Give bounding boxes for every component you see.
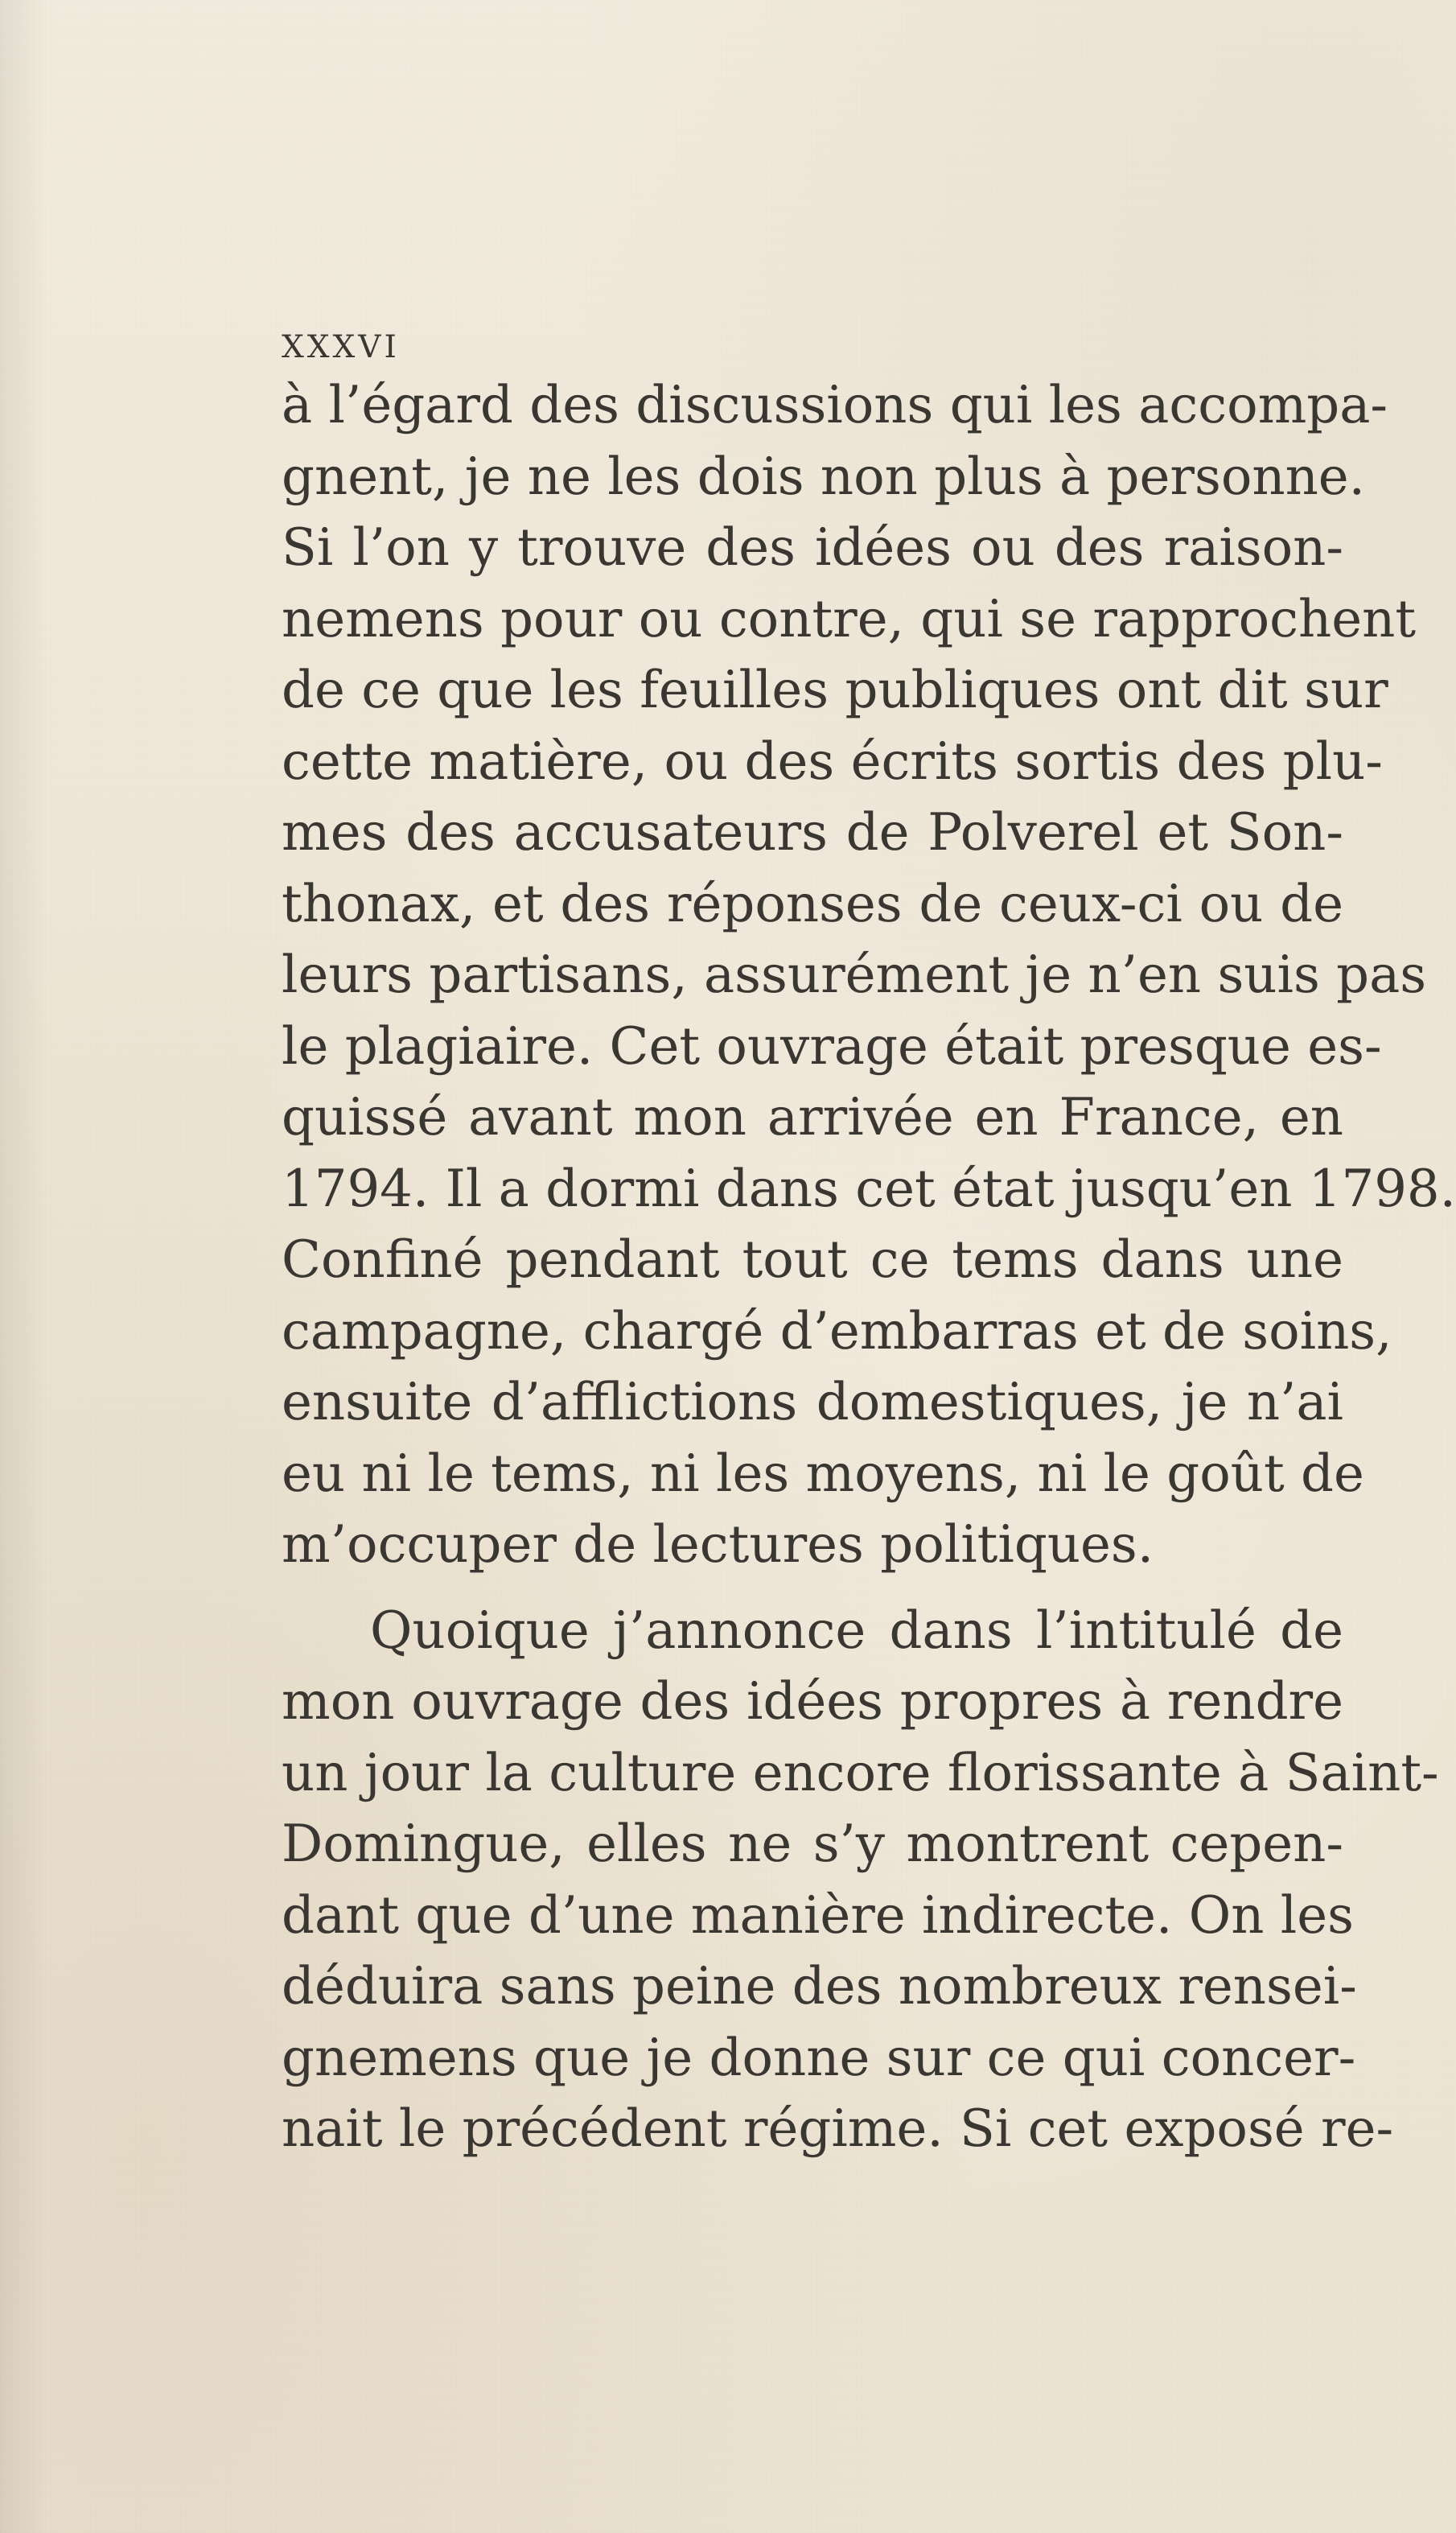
paragraph-2-line: déduira sans peine des nombreux rensei-	[282, 1957, 1357, 2016]
paragraph-1-line: de ce que les feuilles publiques ont dit sur	[282, 661, 1388, 720]
paragraph-1-line: Confiné pendant tout ce tems dans une	[282, 1230, 1343, 1290]
paragraph-spacer	[282, 1581, 1343, 1596]
paragraph-1-line: thonax, et des réponses de ceux-ci ou de	[282, 874, 1343, 934]
paragraph-2	[282, 1596, 1439, 2165]
paragraph-2-line: mon ouvrage des idées propres à rendre	[282, 1672, 1343, 1732]
paragraph-1-line: 1794. Il a dormi dans cet état jusqu’en 1798.	[282, 1159, 1456, 1219]
paragraph-1-line: cette matière, ou des écrits sortis des plu-	[282, 731, 1383, 792]
paragraph-2-line: dant que d’une manière indirecte. On les	[282, 1885, 1354, 1946]
gutter-shadow	[0, 0, 48, 2533]
paragraph-1-line: quissé avant mon arrivée en France, en	[282, 1088, 1343, 1147]
paragraph-1-line: Si l’on y trouve des idées ou des raison-	[282, 518, 1343, 578]
paragraph-2-line: nait le précédent régime. Si cet exposé re-	[282, 2099, 1394, 2159]
paragraph-1-line: ensuite d’afflictions domestiques, je n’ai	[282, 1373, 1343, 1432]
paragraph-1-line: nemens pour ou contre, qui se rapprochent	[282, 589, 1417, 649]
paragraph-1-line: mes des accusateurs de Polverel et Son-	[282, 803, 1343, 863]
paragraph-1-line: gnent, je ne les dois non plus à personne.	[282, 447, 1365, 507]
page-text	[282, 306, 1456, 2165]
paragraph-1-line: à l’égard des discussions qui les accompa-	[282, 376, 1388, 435]
paragraph-2-line: Quoique j’annonce dans l’intitulé de	[370, 1600, 1343, 1661]
page-number: xxxvi	[282, 316, 400, 369]
paragraph-2-line: Domingue, elles ne s’y montrent cepen-	[282, 1814, 1343, 1874]
paragraph-1	[282, 370, 1456, 1581]
paragraph-1-line: campagne, chargé d’embarras et de soins,	[282, 1301, 1392, 1361]
paragraph-1-line: eu ni le tems, ni les moyens, ni le goût de	[282, 1444, 1364, 1504]
paragraph-1-line: m’occuper de lectures politiques.	[282, 1515, 1154, 1575]
paragraph-1-line: le plagiaire. Cet ouvrage était presque es-	[282, 1016, 1382, 1077]
paragraph-2-line: gnemens que je donne sur ce qui concer-	[282, 2028, 1356, 2088]
paragraph-2-line: un jour la culture encore florissante à Saint-	[282, 1743, 1439, 1803]
paragraph-1-line: leurs partisans, assurément je n’en suis pas	[282, 945, 1427, 1005]
